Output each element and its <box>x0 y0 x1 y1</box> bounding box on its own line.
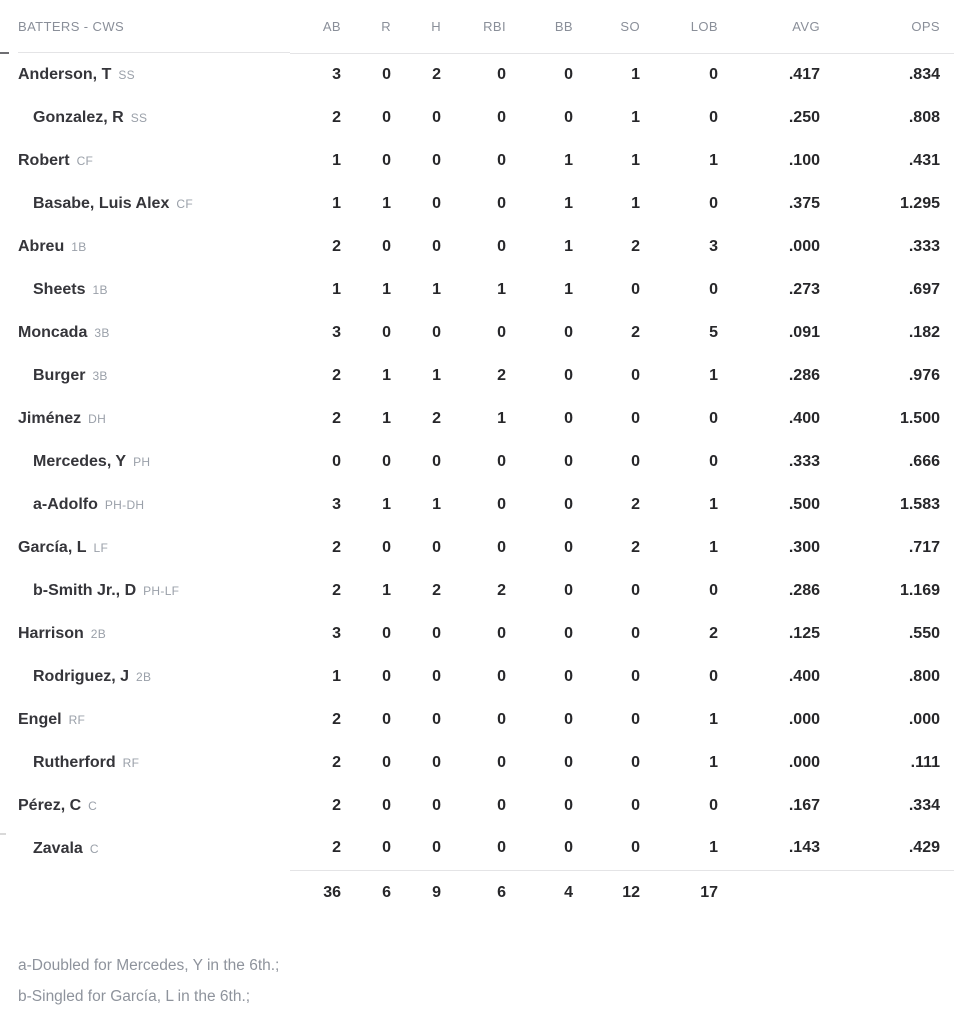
stat-r: 1 <box>382 409 391 427</box>
stat-ab: 1 <box>332 280 341 298</box>
stat-h: 0 <box>432 151 441 169</box>
player-name[interactable]: Moncada <box>18 323 88 341</box>
player-cell[interactable] <box>0 526 290 569</box>
stat-h: 0 <box>432 108 441 126</box>
column-header-ab: AB <box>290 0 341 53</box>
player-position: LF <box>93 540 109 555</box>
stat-so: 2 <box>631 538 640 556</box>
stat-so: 1 <box>631 194 640 212</box>
stat-ab: 2 <box>332 366 341 384</box>
stat-ops: 1.295 <box>899 194 940 212</box>
stat-avg: .333 <box>788 452 820 470</box>
stat-bb: 0 <box>564 323 573 341</box>
stat-avg: .000 <box>788 710 820 728</box>
substitution-notes <box>18 950 954 1012</box>
stat-ops: .976 <box>908 366 940 384</box>
stat-h: 0 <box>432 237 441 255</box>
stat-bb: 0 <box>564 624 573 642</box>
stat-so: 0 <box>631 366 640 384</box>
stat-bb: 1 <box>564 237 573 255</box>
stat-rbi: 1 <box>497 280 506 298</box>
stat-avg: .286 <box>788 581 820 599</box>
stat-lob: 1 <box>709 495 718 513</box>
stat-bb: 0 <box>564 796 573 814</box>
stat-bb: 0 <box>564 495 573 513</box>
stat-h: 1 <box>432 495 441 513</box>
stat-so: 2 <box>631 237 640 255</box>
player-name[interactable]: Pérez, C <box>18 796 82 814</box>
stat-r: 0 <box>382 624 391 642</box>
table-row <box>0 569 954 612</box>
stat-ops: 1.500 <box>899 409 940 427</box>
stat-bb: 0 <box>564 753 573 771</box>
player-cell[interactable] <box>0 655 290 698</box>
stat-h: 2 <box>432 65 441 83</box>
stat-ops: .333 <box>908 237 940 255</box>
stat-ab: 3 <box>332 495 341 513</box>
player-name[interactable]: Rutherford <box>33 753 116 771</box>
stat-bb: 0 <box>564 452 573 470</box>
stat-rbi: 0 <box>497 323 506 341</box>
table-row <box>0 612 954 655</box>
stat-h: 0 <box>432 753 441 771</box>
stat-h: 2 <box>432 581 441 599</box>
column-header-so: SO <box>573 0 640 53</box>
stat-rbi: 0 <box>497 452 506 470</box>
table-row <box>0 655 954 698</box>
player-name[interactable]: Engel <box>18 710 62 728</box>
player-name[interactable]: Abreu <box>18 237 65 255</box>
player-name[interactable]: Zavala <box>33 839 83 857</box>
table-row <box>0 354 954 397</box>
stat-r: 1 <box>382 495 391 513</box>
totals-row <box>0 870 954 916</box>
stat-avg: .300 <box>788 538 820 556</box>
stat-lob: 0 <box>709 452 718 470</box>
stat-so: 2 <box>631 323 640 341</box>
stat-bb: 0 <box>564 839 573 857</box>
player-cell[interactable] <box>0 225 290 268</box>
stat-h: 0 <box>432 796 441 814</box>
stat-bb: 1 <box>564 194 573 212</box>
total-h: 9 <box>391 870 441 916</box>
player-name[interactable]: Basabe, Luis Alex <box>33 194 170 212</box>
player-position: PH-LF <box>143 583 180 598</box>
player-position: PH-DH <box>104 497 145 512</box>
table-row <box>0 53 954 96</box>
stat-lob: 1 <box>709 839 718 857</box>
stat-lob: 1 <box>709 753 718 771</box>
stat-avg: .091 <box>788 323 820 341</box>
stat-rbi: 0 <box>497 65 506 83</box>
player-name[interactable]: Anderson, T <box>18 65 112 83</box>
player-position: 1B <box>71 239 87 254</box>
player-position: C <box>89 841 99 856</box>
column-header-lob: LOB <box>640 0 718 53</box>
table-row <box>0 483 954 526</box>
table-row <box>0 526 954 569</box>
stat-lob: 0 <box>709 581 718 599</box>
stat-lob: 0 <box>709 194 718 212</box>
stat-ops: .800 <box>908 667 940 685</box>
table-row <box>0 827 954 870</box>
player-cell[interactable] <box>0 354 290 397</box>
player-cell[interactable] <box>0 612 290 655</box>
stat-h: 1 <box>432 366 441 384</box>
column-header-avg: AVG <box>718 0 820 53</box>
stat-ab: 0 <box>332 452 341 470</box>
stat-h: 0 <box>432 710 441 728</box>
stat-rbi: 0 <box>497 237 506 255</box>
column-header-h: H <box>391 0 441 53</box>
player-name[interactable]: Sheets <box>33 280 86 298</box>
player-cell[interactable] <box>0 741 290 784</box>
stat-lob: 0 <box>709 65 718 83</box>
stat-lob: 1 <box>709 538 718 556</box>
stat-so: 0 <box>631 581 640 599</box>
stat-h: 0 <box>432 538 441 556</box>
stat-ab: 2 <box>332 409 341 427</box>
stat-ab: 2 <box>332 237 341 255</box>
stat-h: 0 <box>432 323 441 341</box>
stat-r: 0 <box>382 237 391 255</box>
stat-ops: .717 <box>908 538 940 556</box>
table-header-row <box>0 0 954 53</box>
stat-r: 1 <box>382 581 391 599</box>
table-title: BATTERS - CWS <box>0 0 290 53</box>
player-cell[interactable] <box>0 784 290 827</box>
stat-ab: 3 <box>332 323 341 341</box>
stat-avg: .250 <box>788 108 820 126</box>
player-cell[interactable] <box>0 827 290 870</box>
column-header-ops: OPS <box>820 0 954 53</box>
stat-so: 0 <box>631 452 640 470</box>
player-position: SS <box>118 67 135 82</box>
table-row <box>0 741 954 784</box>
player-position: 2B <box>136 669 152 684</box>
player-cell[interactable] <box>0 53 290 96</box>
player-position: 2B <box>90 626 107 641</box>
total-rbi: 6 <box>441 870 506 916</box>
stat-avg: .125 <box>788 624 820 642</box>
player-name[interactable]: b-Smith Jr., D <box>33 581 137 599</box>
stat-ops: .697 <box>908 280 940 298</box>
player-position: PH <box>133 454 151 469</box>
total-avg <box>718 870 820 916</box>
player-name[interactable]: Mercedes, Y <box>33 452 127 470</box>
player-cell[interactable] <box>0 96 290 139</box>
player-name[interactable]: Burger <box>33 366 86 384</box>
stat-so: 1 <box>631 65 640 83</box>
player-cell[interactable] <box>0 569 290 612</box>
stat-lob: 1 <box>709 710 718 728</box>
note-line-b: b-Singled for García, L in the 6th.; <box>18 988 251 1005</box>
stat-bb: 0 <box>564 366 573 384</box>
stat-rbi: 0 <box>497 710 506 728</box>
stat-h: 0 <box>432 667 441 685</box>
stat-bb: 0 <box>564 581 573 599</box>
stat-r: 0 <box>382 151 391 169</box>
stat-ab: 2 <box>332 538 341 556</box>
stat-lob: 0 <box>709 280 718 298</box>
stat-avg: .143 <box>788 839 820 857</box>
stat-r: 0 <box>382 796 391 814</box>
player-cell[interactable] <box>0 483 290 526</box>
stat-bb: 1 <box>564 151 573 169</box>
stat-rbi: 1 <box>497 409 506 427</box>
stat-r: 0 <box>382 667 391 685</box>
stat-h: 0 <box>432 452 441 470</box>
stat-r: 0 <box>382 452 391 470</box>
stat-avg: .400 <box>788 667 820 685</box>
stat-h: 2 <box>432 409 441 427</box>
table-row <box>0 784 954 827</box>
stat-rbi: 0 <box>497 194 506 212</box>
player-position: RF <box>68 712 86 727</box>
stat-ab: 3 <box>332 65 341 83</box>
stat-r: 0 <box>382 108 391 126</box>
stat-ab: 2 <box>332 796 341 814</box>
stat-r: 0 <box>382 65 391 83</box>
stat-ops: .429 <box>908 839 940 857</box>
table-row <box>0 440 954 483</box>
stat-lob: 1 <box>709 366 718 384</box>
stat-ab: 1 <box>332 194 341 212</box>
player-cell[interactable] <box>0 268 290 311</box>
stat-r: 1 <box>382 280 391 298</box>
player-position: CF <box>176 196 193 211</box>
stat-lob: 0 <box>709 409 718 427</box>
player-cell[interactable] <box>0 311 290 354</box>
stat-rbi: 2 <box>497 366 506 384</box>
stat-avg: .273 <box>788 280 820 298</box>
stat-ops: 1.583 <box>899 495 940 513</box>
column-header-bb: BB <box>506 0 573 53</box>
stat-ops: .334 <box>908 796 940 814</box>
player-position: CF <box>76 153 94 168</box>
stat-ab: 1 <box>332 667 341 685</box>
stat-ab: 1 <box>332 151 341 169</box>
stat-ab: 3 <box>332 624 341 642</box>
stat-so: 0 <box>631 710 640 728</box>
note-line-a: a-Doubled for Mercedes, Y in the 6th.; <box>18 957 280 974</box>
total-r: 6 <box>341 870 391 916</box>
stat-so: 0 <box>631 409 640 427</box>
stat-r: 0 <box>382 710 391 728</box>
stat-so: 0 <box>631 753 640 771</box>
stat-r: 0 <box>382 753 391 771</box>
stat-avg: .167 <box>788 796 820 814</box>
total-ops <box>820 870 954 916</box>
stat-rbi: 0 <box>497 839 506 857</box>
stat-so: 0 <box>631 280 640 298</box>
stat-ops: .550 <box>908 624 940 642</box>
stat-lob: 3 <box>709 237 718 255</box>
total-bb: 4 <box>506 870 573 916</box>
player-name[interactable]: Harrison <box>18 624 84 642</box>
left-edge-artifact-top <box>0 52 9 54</box>
player-name[interactable]: Robert <box>18 151 70 169</box>
stat-ab: 2 <box>332 710 341 728</box>
stat-so: 0 <box>631 667 640 685</box>
stat-ab: 2 <box>332 581 341 599</box>
stat-lob: 5 <box>709 323 718 341</box>
stat-avg: .417 <box>788 65 820 83</box>
player-position: 3B <box>94 325 110 340</box>
stat-lob: 0 <box>709 667 718 685</box>
stat-so: 1 <box>631 151 640 169</box>
player-position: 1B <box>92 282 108 297</box>
stat-r: 0 <box>382 323 391 341</box>
player-name[interactable]: Jiménez <box>18 409 82 427</box>
stat-rbi: 0 <box>497 753 506 771</box>
stat-avg: .000 <box>788 237 820 255</box>
stat-r: 0 <box>382 839 391 857</box>
stat-rbi: 0 <box>497 538 506 556</box>
stat-bb: 0 <box>564 667 573 685</box>
stat-bb: 1 <box>564 280 573 298</box>
table-row <box>0 698 954 741</box>
stat-so: 0 <box>631 796 640 814</box>
stat-so: 0 <box>631 839 640 857</box>
table-row <box>0 268 954 311</box>
stat-avg: .286 <box>788 366 820 384</box>
stat-rbi: 0 <box>497 151 506 169</box>
stat-avg: .100 <box>788 151 820 169</box>
stat-bb: 0 <box>564 108 573 126</box>
totals-spacer <box>0 870 290 916</box>
table-row <box>0 96 954 139</box>
player-cell[interactable] <box>0 397 290 440</box>
stat-bb: 0 <box>564 538 573 556</box>
table-row <box>0 311 954 354</box>
stat-ab: 2 <box>332 108 341 126</box>
stat-rbi: 2 <box>497 581 506 599</box>
total-lob: 17 <box>640 870 718 916</box>
stat-so: 0 <box>631 624 640 642</box>
player-position: 3B <box>92 368 108 383</box>
stat-rbi: 0 <box>497 667 506 685</box>
player-cell[interactable] <box>0 182 290 225</box>
stat-r: 1 <box>382 366 391 384</box>
stat-avg: .375 <box>788 194 820 212</box>
stat-bb: 0 <box>564 710 573 728</box>
column-header-rbi: RBI <box>441 0 506 53</box>
table-row <box>0 182 954 225</box>
player-position: RF <box>122 755 140 770</box>
stat-rbi: 0 <box>497 796 506 814</box>
stat-r: 0 <box>382 538 391 556</box>
player-name[interactable]: García, L <box>18 538 87 556</box>
player-name[interactable]: Rodriguez, J <box>33 667 130 685</box>
stat-ops: 1.169 <box>899 581 940 599</box>
stat-lob: 0 <box>709 108 718 126</box>
stat-avg: .500 <box>788 495 820 513</box>
player-name[interactable]: Gonzalez, R <box>33 108 124 126</box>
player-cell[interactable] <box>0 440 290 483</box>
stat-avg: .000 <box>788 753 820 771</box>
stat-bb: 0 <box>564 65 573 83</box>
stat-ops: .182 <box>908 323 940 341</box>
total-so: 12 <box>573 870 640 916</box>
stat-ab: 2 <box>332 839 341 857</box>
stat-rbi: 0 <box>497 624 506 642</box>
stat-rbi: 0 <box>497 495 506 513</box>
stat-h: 0 <box>432 839 441 857</box>
column-header-r: R <box>341 0 391 53</box>
stat-so: 1 <box>631 108 640 126</box>
player-cell[interactable] <box>0 698 290 741</box>
player-cell[interactable] <box>0 139 290 182</box>
stat-rbi: 0 <box>497 108 506 126</box>
stat-ops: .666 <box>908 452 940 470</box>
player-position: C <box>88 798 98 813</box>
stat-so: 2 <box>631 495 640 513</box>
stat-h: 1 <box>432 280 441 298</box>
stat-ops: .834 <box>908 65 940 83</box>
stat-h: 0 <box>432 194 441 212</box>
total-ab: 36 <box>290 870 341 916</box>
table-row <box>0 225 954 268</box>
player-position: SS <box>130 110 148 125</box>
player-name[interactable]: a-Adolfo <box>33 495 98 513</box>
stat-bb: 0 <box>564 409 573 427</box>
stat-avg: .400 <box>788 409 820 427</box>
player-position: DH <box>88 411 107 426</box>
stat-ops: .111 <box>910 753 940 771</box>
stat-ops: .000 <box>908 710 940 728</box>
stat-ops: .431 <box>908 151 940 169</box>
stat-r: 1 <box>382 194 391 212</box>
stat-h: 0 <box>432 624 441 642</box>
stat-ops: .808 <box>908 108 940 126</box>
stat-lob: 1 <box>709 151 718 169</box>
table-row <box>0 139 954 182</box>
stat-ab: 2 <box>332 753 341 771</box>
left-edge-artifact-bottom <box>0 833 6 835</box>
stat-lob: 2 <box>709 624 718 642</box>
table-row <box>0 397 954 440</box>
stat-lob: 0 <box>709 796 718 814</box>
